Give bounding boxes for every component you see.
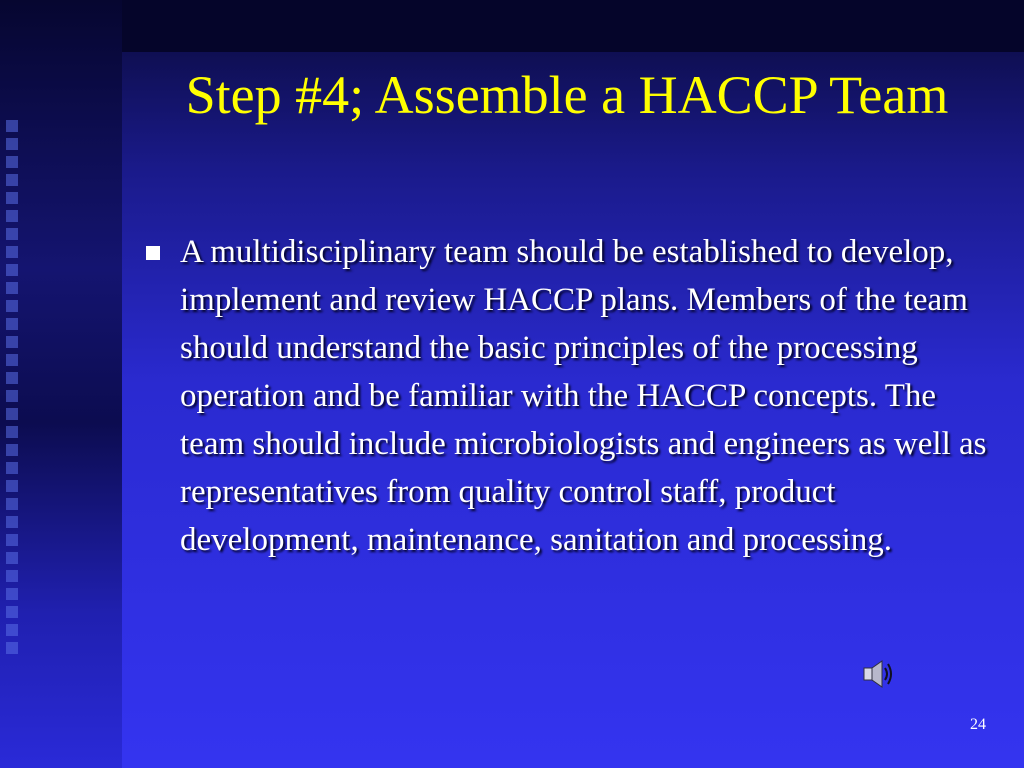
bullet-text: A multidisciplinary team should be established to develop, implement and review HACCP plans. Members of the team should understand the basic principles of the processing operation and be familiar with the HACCP concepts. The team should include microbiologists and engineers as well as representatives from quality control staff, product development, maintenance, sanitation and processing.	[180, 234, 987, 558]
bullet-item	[146, 228, 996, 564]
speaker-icon[interactable]	[860, 656, 896, 692]
slide-title: Step #4; Assemble a HACCP Team	[185, 65, 949, 125]
left-decorative-strip	[0, 0, 122, 768]
page-number: 24	[970, 716, 986, 733]
square-bullet-icon	[146, 246, 160, 260]
top-band	[122, 0, 1024, 52]
decorative-squares	[6, 120, 30, 660]
